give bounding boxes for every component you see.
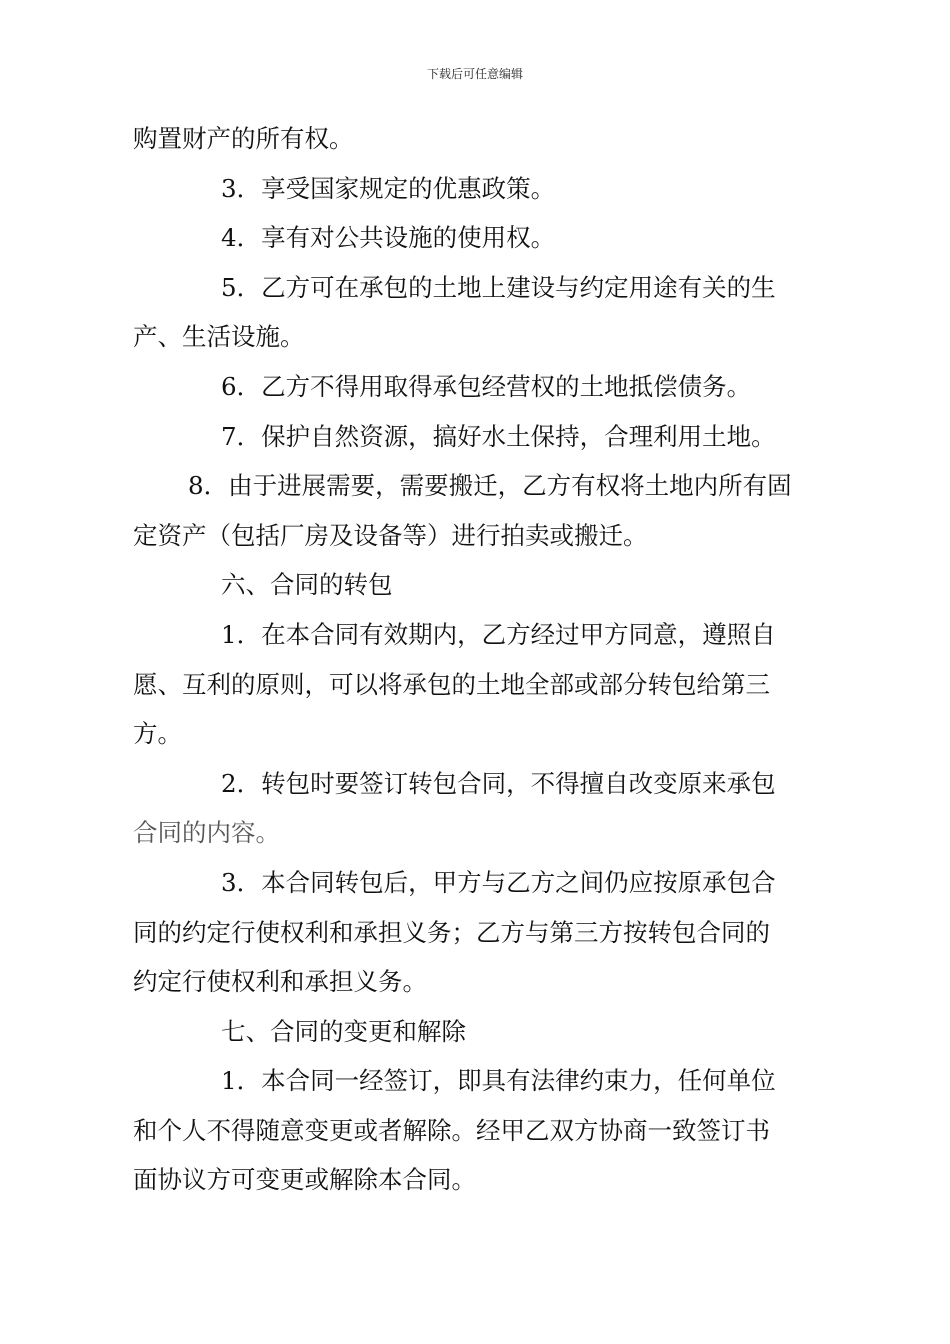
text-line: 5．乙方可在承包的土地上建设与约定用途有关的生 — [221, 272, 776, 302]
text-line: 1．在本合同有效期内，乙方经过甲方同意，遵照自 — [221, 619, 776, 649]
text-line: 产、生活设施。 — [133, 322, 305, 352]
text-line: 定资产（包括厂房及设备等）进行拍卖或搬迁。 — [133, 520, 648, 550]
text-line: 约定行使权利和承担义务。 — [133, 967, 427, 997]
text-line: 3．享受国家规定的优惠政策。 — [221, 173, 556, 203]
text-line: 8．由于进展需要，需要搬迁，乙方有权将土地内所有固 — [188, 471, 792, 501]
document-body — [133, 114, 818, 1205]
text-line: 合同的内容。 — [133, 818, 280, 848]
text-line: 同的约定行使权利和承担义务；乙方与第三方按转包合同的 — [133, 917, 770, 947]
text-line: 方。 — [133, 719, 182, 749]
text-line: 1．本合同一经签订，即具有法律约束力，任何单位 — [221, 1066, 776, 1096]
section-heading: 六、合同的转包 — [221, 570, 393, 600]
text-line: 4．享有对公共设施的使用权。 — [221, 223, 556, 253]
text-line: 6．乙方不得用取得承包经营权的土地抵偿债务。 — [221, 371, 752, 401]
section-heading: 七、合同的变更和解除 — [221, 1016, 466, 1046]
text-line: 3．本合同转包后，甲方与乙方之间仍应按原承包合 — [221, 867, 776, 897]
text-line: 购置财产的所有权。 — [133, 124, 354, 153]
text-line: 7．保护自然资源，搞好水土保持，合理利用土地。 — [221, 421, 776, 451]
page-header: 下载后可任意编辑 — [426, 67, 523, 81]
text-line: 和个人不得随意变更或者解除。经甲乙双方协商一致签订书 — [133, 1115, 770, 1145]
text-line: 面协议方可变更或解除本合同。 — [133, 1165, 476, 1195]
text-line: 愿、互利的原则，可以将承包的土地全部或部分转包给第三 — [133, 669, 770, 699]
text-line: 2．转包时要签订转包合同，不得擅自改变原来承包 — [221, 768, 776, 798]
